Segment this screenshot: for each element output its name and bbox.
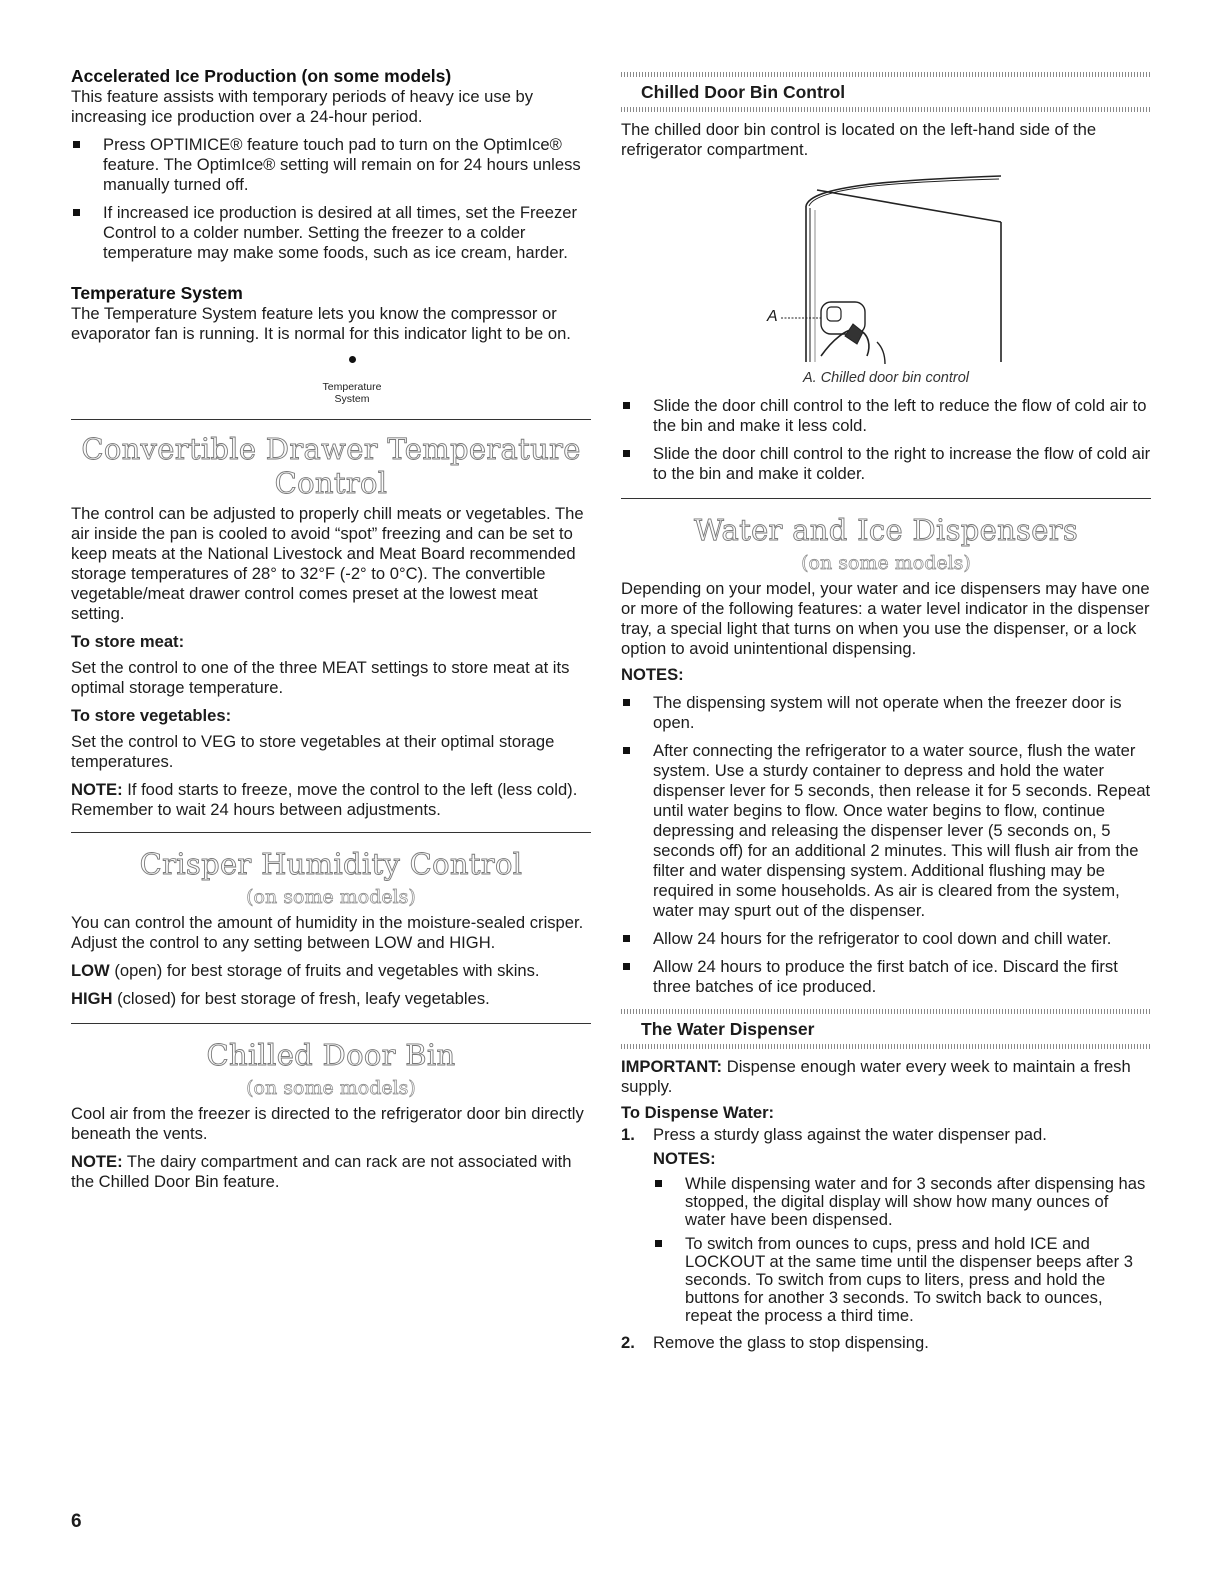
ice-bullet-list: [71, 135, 591, 263]
veg-text: Set the control to VEG to store vegetables at their optimal storage temperatures.: [71, 732, 555, 771]
page-number: 6: [71, 1511, 82, 1532]
bin-note: [71, 1152, 591, 1192]
drawer-title: Convertible Drawer Temperature Control: [81, 432, 581, 500]
hatch-rule: [621, 107, 1151, 112]
high-label: HIGH: [71, 989, 113, 1008]
dispensers-section: [621, 513, 1151, 997]
note-label: NOTE:: [71, 1152, 123, 1171]
list-item: [621, 444, 1151, 484]
step-notes: [653, 1175, 1151, 1325]
ice-heading: Accelerated Ice Production (on some models): [71, 66, 452, 86]
section-divider: [71, 832, 591, 833]
list-item-text: If increased ice production is desired at all times, set the Freezer Control to a colder number. Setting the freezer to a colder temperature may make some foods, such as ice cream, harder.: [103, 203, 578, 262]
square-bullet-icon: [623, 450, 630, 457]
left-column: [71, 66, 591, 1192]
notes-label: NOTES:: [621, 665, 684, 684]
step-number: 2.: [621, 1333, 635, 1352]
square-bullet-icon: [623, 963, 630, 970]
square-bullet-icon: [623, 747, 630, 754]
list-item: [621, 1333, 1151, 1353]
list-item: [621, 957, 1151, 997]
list-item: [653, 1235, 1151, 1325]
notes-label: NOTES:: [653, 1149, 716, 1168]
low-text: (open) for best storage of fruits and vegetables with skins.: [109, 961, 540, 980]
drawer-section: [71, 432, 591, 820]
dispensers-title: Water and Ice Dispensers: [693, 513, 1079, 547]
drawer-text: The control can be adjusted to properly chill meats or vegetables. The air inside the pan is cooled to avoid “spot” freezing and can be set to keep meats at the National Livestock and Meat Board recommended storage temperatures of 28° to 32°F (-2° to 0°C). The convertible vegetable/meat drawer control comes preset at the lowest meat setting.: [71, 504, 584, 623]
right-column: [621, 66, 1151, 1353]
indicator-label-1: Temperature: [322, 381, 382, 393]
meat-label: To store meat:: [71, 632, 185, 651]
water-heading: The Water Dispenser: [641, 1019, 815, 1039]
crisper-title: Crisper Humidity Control: [139, 847, 523, 881]
bin-control-section: [621, 72, 1151, 484]
bin-section: [71, 1038, 591, 1192]
section-divider: [71, 1023, 591, 1024]
list-item: [621, 929, 1151, 949]
meat-text: Set the control to one of the three MEAT settings to store meat at its optimal storage temperature.: [71, 658, 570, 697]
to-dispense-label: To Dispense Water:: [621, 1103, 775, 1122]
square-bullet-icon: [73, 209, 80, 216]
bin-control-heading: Chilled Door Bin Control: [641, 82, 846, 102]
note-text: The dairy compartment and can rack are not associated with the Chilled Door Bin feature.: [71, 1152, 572, 1191]
list-item: [71, 135, 591, 195]
hatch-rule: [621, 1009, 1151, 1014]
callout-label: A: [767, 308, 778, 325]
list-item-text: Allow 24 hours for the refrigerator to cool down and chill water.: [653, 929, 1112, 948]
list-item-text: Slide the door chill control to the right to increase the flow of cold air to the bin and make it colder.: [653, 444, 1151, 483]
section-divider: [71, 419, 591, 420]
crisper-low: [71, 961, 591, 981]
hatch-rule: [621, 72, 1151, 77]
indicator-label-2: System: [334, 393, 370, 405]
square-bullet-icon: [73, 141, 80, 148]
crisper-subtitle: (on some models): [246, 886, 416, 908]
square-bullet-icon: [623, 402, 630, 409]
section-divider: [621, 498, 1151, 499]
step-number: 1.: [621, 1125, 635, 1144]
bin-control-bullets: [621, 396, 1151, 484]
note-text: If food starts to freeze, move the control to the left (less cold). Remember to wait 24 hours between adjustments.: [71, 780, 578, 819]
list-item-text: Press OPTIMICE® feature touch pad to turn on the OptimIce® feature. The OptimIce® setting will remain on for 24 hours unless manually turned off.: [103, 135, 581, 194]
list-item-text: Slide the door chill control to the left to reduce the flow of cold air to the bin and make it less cold.: [653, 396, 1147, 435]
step-text: Remove the glass to stop dispensing.: [653, 1333, 929, 1352]
dispensers-notes: [621, 693, 1151, 997]
crisper-high: [71, 989, 591, 1009]
list-item-text: While dispensing water and for 3 seconds after dispensing has stopped, the digital display will show how many ounces of water have been dispensed.: [685, 1174, 1146, 1229]
list-item-text: To switch from ounces to cups, press and hold ICE and LOCKOUT at the same time until the dispenser beeps after 3 seconds. To switch from cups to liters, press and hold the buttons for another 3 seconds. To switch back to ounces, repeat the process a third time.: [685, 1234, 1133, 1325]
bin-title: Chilled Door Bin: [206, 1038, 456, 1072]
low-label: LOW: [71, 961, 110, 980]
bin-subtitle: (on some models): [246, 1077, 416, 1099]
dispense-steps: [621, 1125, 1151, 1353]
veg-label: To store vegetables:: [71, 706, 232, 725]
list-item-text: Allow 24 hours to produce the first batch of ice. Discard the first three batches of ice produced.: [653, 957, 1118, 996]
important-label: IMPORTANT:: [621, 1057, 723, 1076]
refrigerator-illustration: [621, 166, 1151, 370]
square-bullet-icon: [655, 1180, 662, 1187]
high-text: (closed) for best storage of fresh, leafy vegetables.: [112, 989, 490, 1008]
list-item-text: The dispensing system will not operate when the freezer door is open.: [653, 693, 1122, 732]
water-important: [621, 1057, 1151, 1097]
list-item-text: After connecting the refrigerator to a water source, flush the water system. Use a sturdy container to depress and hold the water dispenser lever for 5 seconds, then release it for 5 seconds. Repeat until water begins to flow. Once water begins to flow, continue depressing and releasing the dispenser lever (5 seconds on, 5 seconds off) for an additional 2 minutes. This will flush air from the filter and water dispensing system. Additional flushing may be required in some households. As air is cleared from the system, water may spurt out of the dispenser.: [653, 741, 1151, 920]
list-item: [621, 1125, 1151, 1325]
temp-indicator: [71, 356, 591, 405]
step-text: Press a sturdy glass against the water dispenser pad.: [653, 1125, 1047, 1144]
square-bullet-icon: [623, 935, 630, 942]
dispensers-text: Depending on your model, your water and ice dispensers may have one or more of the following features: a water level indicator in the dispenser tray, a special light that turns on when you use the dispenser, or a lock option to avoid unintentional dispensing.: [621, 579, 1150, 658]
temp-heading: Temperature System: [71, 283, 243, 303]
list-item: [621, 396, 1151, 436]
important-text: Dispense enough water every week to maintain a fresh supply.: [621, 1057, 1131, 1096]
hatch-rule: [621, 1044, 1151, 1049]
drawer-note: [71, 780, 591, 820]
figure-caption: A. Chilled door bin control: [802, 370, 970, 386]
square-bullet-icon: [655, 1240, 662, 1247]
crisper-section: [71, 847, 591, 1009]
list-item: [71, 203, 591, 263]
square-bullet-icon: [623, 699, 630, 706]
crisper-text: You can control the amount of humidity in the moisture-sealed crisper. Adjust the control to any setting between LOW and HIGH.: [71, 913, 584, 952]
temp-section: [71, 283, 591, 405]
list-item: [621, 741, 1151, 921]
ice-intro: This feature assists with temporary periods of heavy ice use by increasing ice production over a 24-hour period.: [71, 87, 534, 126]
bin-control-text: The chilled door bin control is located on the left-hand side of the refrigerator compartment.: [621, 120, 1097, 159]
indicator-light-icon: [349, 356, 356, 363]
ice-section: [71, 66, 591, 263]
temp-text: The Temperature System feature lets you know the compressor or evaporator fan is running. It is normal for this indicator light to be on.: [71, 304, 571, 343]
bin-text: Cool air from the freezer is directed to the refrigerator door bin directly beneath the vents.: [71, 1104, 584, 1143]
bin-control-figure: [621, 166, 1151, 388]
list-item: [621, 693, 1151, 733]
dispensers-subtitle: (on some models): [801, 552, 971, 574]
list-item: [653, 1175, 1151, 1229]
note-label: NOTE:: [71, 780, 123, 799]
water-section: [621, 1009, 1151, 1353]
